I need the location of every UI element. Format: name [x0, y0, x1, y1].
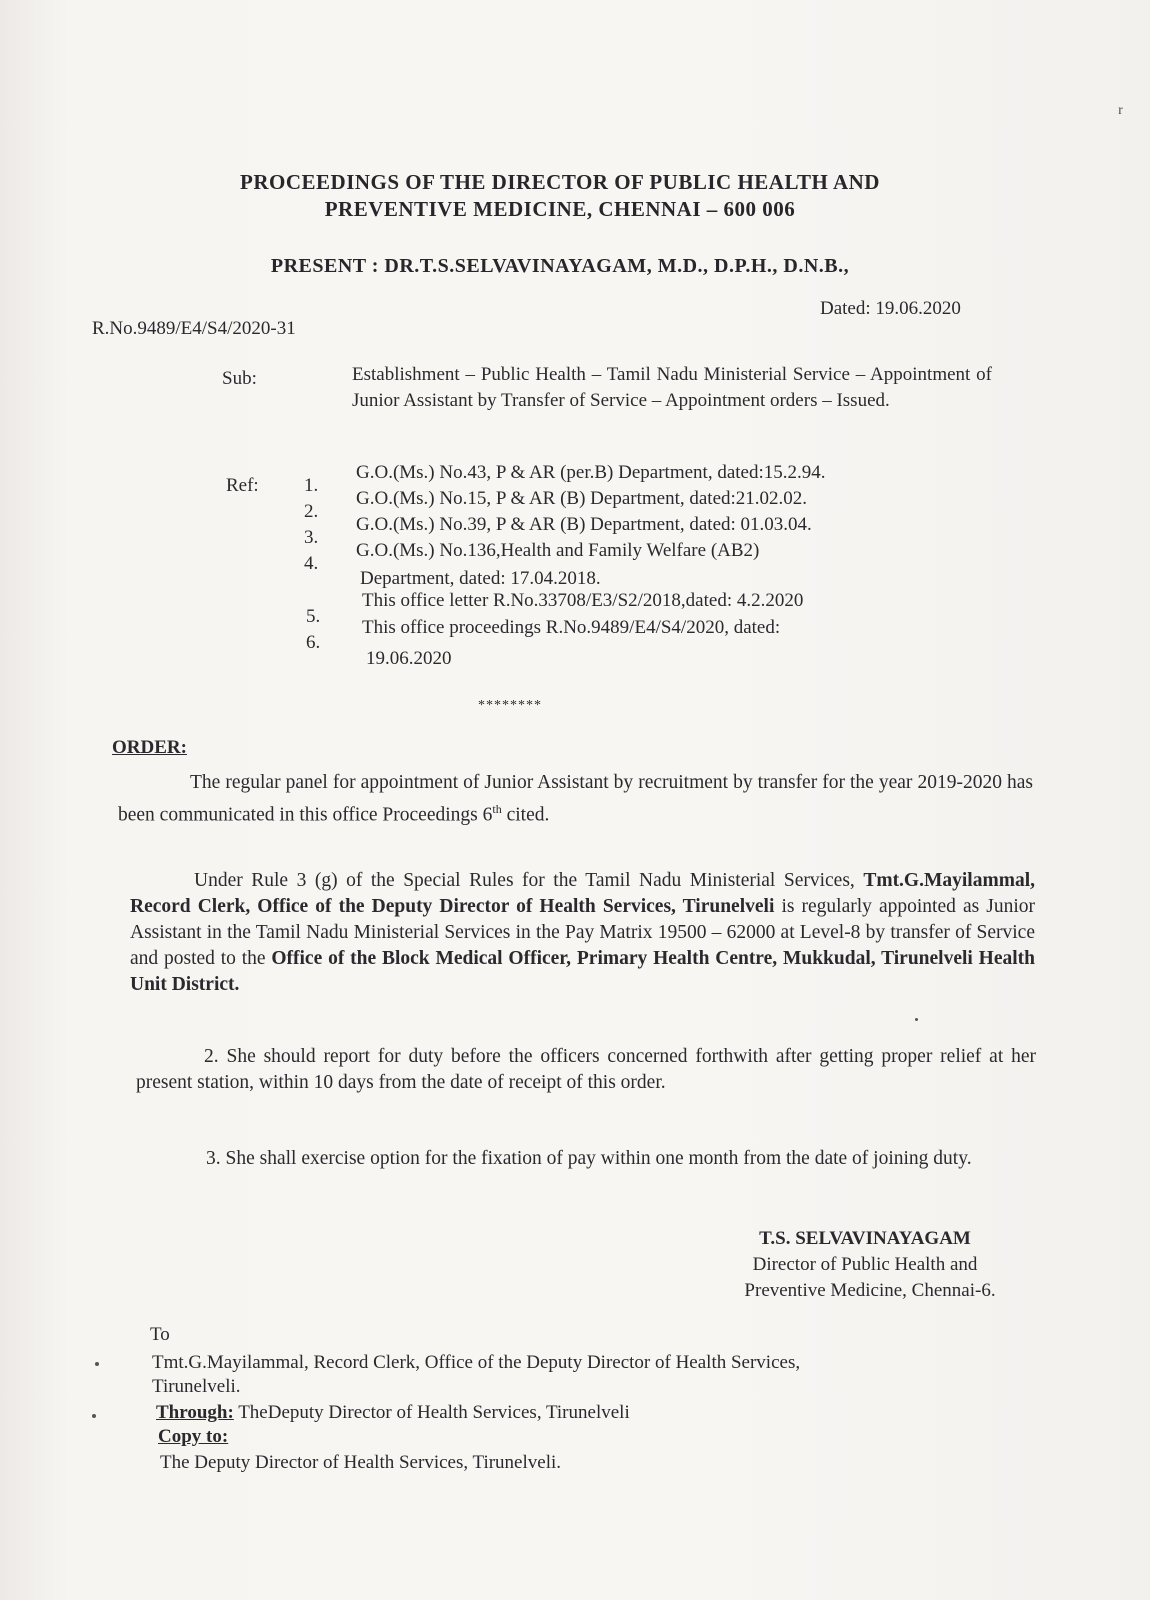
edge-mark: ʳ: [1118, 100, 1123, 125]
order-paragraph-3: 2. She should report for duty before the officers concerned forthwith after getting proper relief at her present station, within 10 days from the date of receipt of this order.: [136, 1046, 1036, 1093]
ref-text-4: G.O.(Ms.) No.136,Health and Family Welfare (AB2): [356, 540, 760, 561]
order-paragraph-1-tail: cited.: [501, 804, 550, 826]
subject-text: Establishment – Public Health – Tamil Nadu Ministerial Service – Appointment of Junior Assistant by Transfer of Service – Appointment orders – Issued.: [352, 364, 992, 411]
punch-dot: [95, 1362, 99, 1366]
ref-text-6: This office proceedings R.No.9489/E4/S4/2020, dated:: [362, 617, 781, 638]
order-paragraph-1-text: The regular panel for appointment of Junior Assistant by recruitment by transfer for the year 2019-2020 has been communicated in this office Proceedings 6: [118, 772, 1033, 826]
ref-text-4-cont: Department, dated: 17.04.2018.: [360, 568, 601, 589]
to-line-1: Tmt.G.Mayilammal, Record Clerk, Office of the Deputy Director of Health Services,: [152, 1352, 801, 1373]
ref-num-6: 6.: [306, 632, 321, 653]
ref-text-3: G.O.(Ms.) No.39, P & AR (B) Department, dated: 01.03.04.: [356, 514, 812, 535]
order-label: ORDER:: [112, 737, 187, 758]
ref-num-1: 1.: [304, 475, 319, 496]
speck-dot: [915, 1018, 918, 1021]
ref-label: Ref:: [226, 475, 259, 496]
ref-text-1: G.O.(Ms.) No.43, P & AR (per.B) Department, dated:15.2.94.: [356, 462, 826, 483]
through-label: Through:: [156, 1402, 234, 1423]
separator: ********: [478, 698, 542, 713]
ref-num-3: 3.: [304, 527, 319, 548]
ref-text-2: G.O.(Ms.) No.15, P & AR (B) Department, dated:21.02.02.: [356, 488, 808, 509]
subject-label: Sub:: [222, 368, 257, 389]
signatory-title-2: Preventive Medicine, Chennai-6.: [744, 1280, 996, 1301]
posting-details: Office of the Block Medical Officer, Primary Health Centre, Mukkudal, Tirunelveli Health Unit District.: [130, 948, 1035, 995]
through-line: [156, 1402, 630, 1424]
to-line-2: Tirunelveli.: [152, 1376, 241, 1397]
order-paragraph-1: [118, 770, 1033, 829]
heading-line-2: PREVENTIVE MEDICINE, CHENNAI – 600 006: [324, 197, 796, 221]
present-line: PRESENT : DR.T.S.SELVAVINAYAGAM, M.D., D.P.H., D.N.B.,: [270, 255, 850, 277]
reference-number: R.No.9489/E4/S4/2020-31: [92, 318, 296, 339]
through-text: TheDeputy Director of Health Services, Tirunelveli: [233, 1402, 630, 1423]
order-paragraph-2: [130, 868, 1035, 998]
order-paragraph-2-text-a: Under Rule 3 (g) of the Special Rules for the Tamil Nadu Ministerial Services,: [194, 870, 864, 891]
ref-text-6-cont: 19.06.2020: [366, 648, 452, 669]
copy-to-text: The Deputy Director of Health Services, Tirunelveli.: [160, 1452, 562, 1473]
dated: Dated: 19.06.2020: [820, 298, 961, 319]
appointee-details: Tmt.G.Mayilammal, Record Clerk, Office of the Deputy Director of Health Services, Tirunelveli: [130, 870, 1035, 917]
heading-line-1: PROCEEDINGS OF THE DIRECTOR OF PUBLIC HEALTH AND: [240, 170, 880, 194]
signatory-name: T.S. SELVAVINAYAGAM: [759, 1228, 971, 1249]
ref-text-5: This office letter R.No.33708/E3/S2/2018,dated: 4.2.2020: [362, 590, 804, 611]
order-paragraph-1-sup: th: [492, 802, 502, 816]
ref-num-2: 2.: [304, 501, 319, 522]
to-label: To: [150, 1324, 170, 1345]
copy-to-label: Copy to:: [158, 1426, 229, 1447]
punch-dot: [92, 1414, 96, 1418]
signatory-title-1: Director of Public Health and: [752, 1254, 978, 1275]
ref-num-4: 4.: [304, 553, 319, 574]
order-paragraph-4: 3. She shall exercise option for the fixation of pay within one month from the date of joining duty.: [206, 1148, 972, 1169]
ref-num-5: 5.: [306, 606, 321, 627]
order-paragraph-2-text-b: is regularly appointed as Junior Assistant in the Tamil Nadu Ministerial Services in the Pay Matrix 19500 – 62000 at Level-8 by transfer of Service and posted to the: [130, 896, 1036, 969]
